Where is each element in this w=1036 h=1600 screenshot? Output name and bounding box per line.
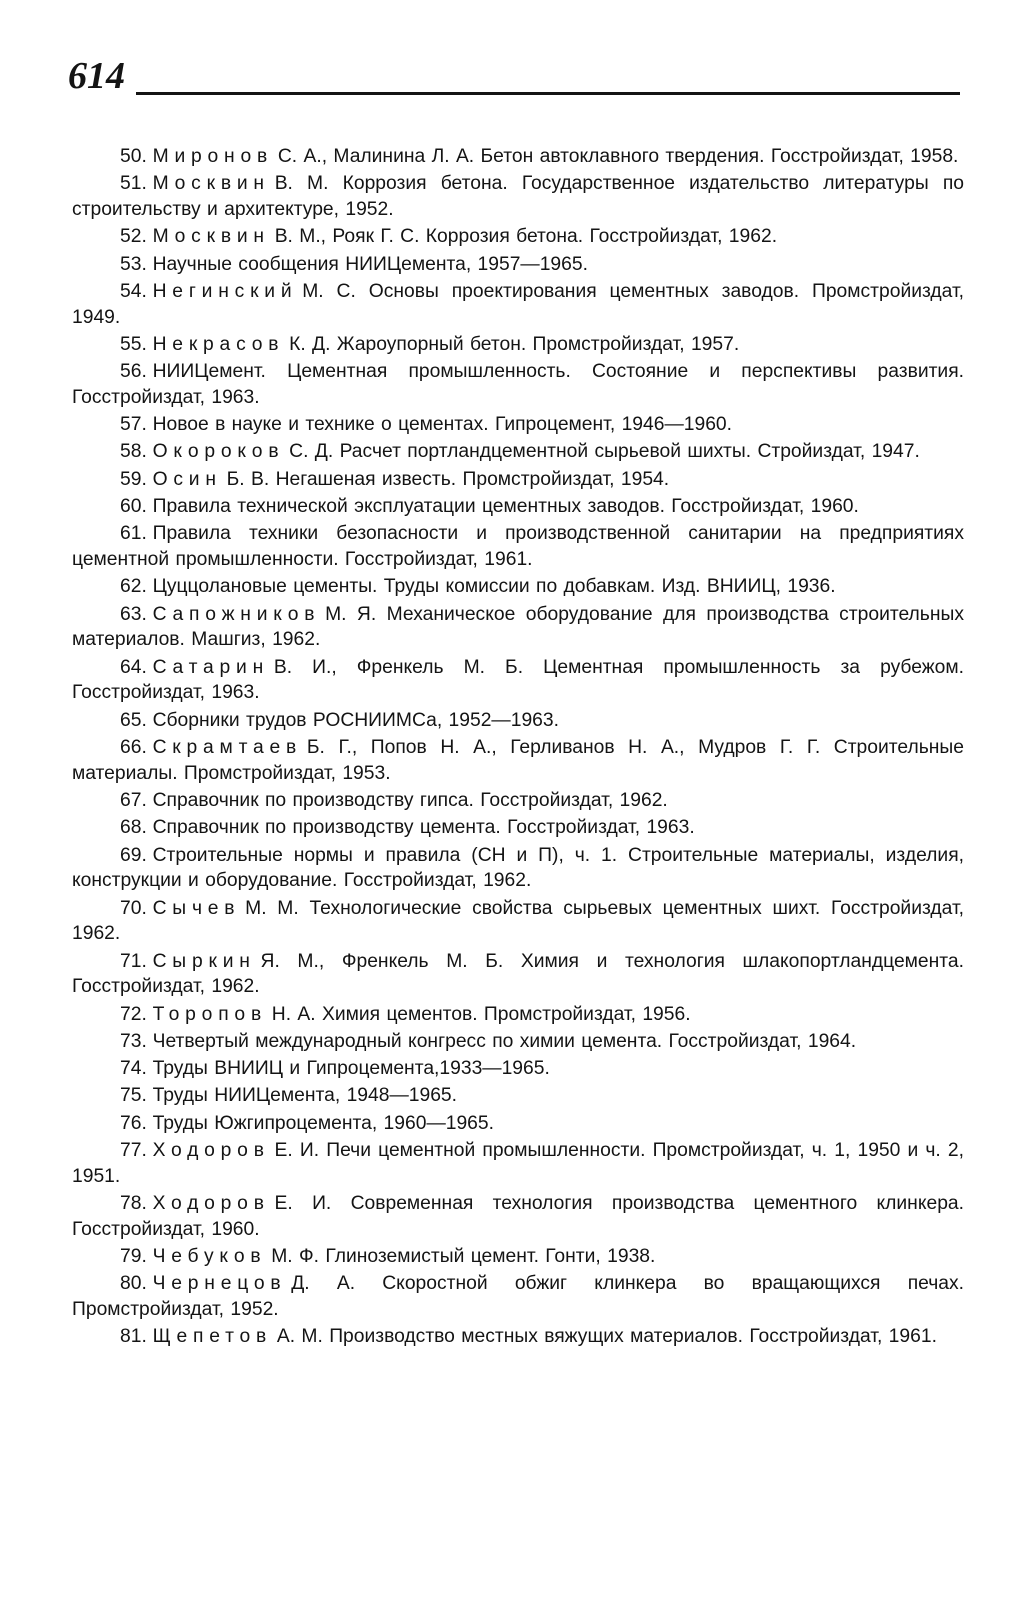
reference-text: Е. И. Печи цементной промышленности. Промстройиздат, ч. 1, 1950 и ч. 2, 1951. <box>72 1140 964 1187</box>
reference-author: Торопов <box>152 1003 267 1025</box>
reference-number: 74. <box>120 1058 147 1080</box>
reference-text: В. М., Рояк Г. С. Коррозия бетона. Госстройиздат, 1962. <box>274 226 778 248</box>
reference-number: 80. <box>120 1273 147 1295</box>
reference-item <box>72 574 964 600</box>
reference-item <box>72 332 964 358</box>
reference-number: 58. <box>120 441 147 463</box>
reference-item <box>72 1002 964 1028</box>
reference-author: Москвин <box>152 173 270 195</box>
reference-author: Сычев <box>152 897 241 919</box>
reference-item <box>72 224 964 250</box>
reference-text: НИИЦемент. Цементная промышленность. Состояние и перспективы развития. Госстройиздат, 1963. <box>72 361 964 408</box>
reference-author: Сатарин <box>152 656 270 678</box>
reference-text: Научные сообщения НИИЦемента, 1957—1965. <box>152 253 588 275</box>
reference-text: В. И., Френкель М. Б. Цементная промышленность за рубежом. Госстройиздат, 1963. <box>72 656 964 704</box>
reference-text: Четвертый международный конгресс по химии цемента. Госстройиздат, 1964. <box>152 1030 857 1052</box>
reference-text: Цуццолановые цементы. Труды комиссии по добавкам. Изд. ВНИИЦ, 1936. <box>152 576 836 598</box>
reference-text: Труды ВНИИЦ и Гипроцемента,1933—1965. <box>152 1058 550 1080</box>
reference-item <box>72 735 964 786</box>
reference-author: Миронов <box>152 146 274 167</box>
reference-text: Е. И. Современная технология производства цементного клинкера. Госстройиздат, 1960. <box>72 1193 964 1240</box>
reference-number: 57. <box>120 414 147 436</box>
reference-item <box>72 467 964 493</box>
reference-text: Д. А. Скоростной обжиг клинкера во вращающихся печах. Промстройиздат, 1952. <box>72 1273 964 1321</box>
reference-item <box>72 1083 964 1109</box>
reference-list <box>72 144 964 1352</box>
reference-text: С. А., Малинина Л. А. Бетон автоклавного твердения. Госстройиздат, 1958. <box>277 146 959 167</box>
reference-text: М. Я. Механическое оборудование для производства строительных материалов. Машгиз, 1962. <box>72 603 964 651</box>
reference-number: 66. <box>120 736 147 758</box>
reference-text: Сборники трудов РОСНИИМСа, 1952—1963. <box>152 709 559 731</box>
reference-number: 54. <box>120 280 147 302</box>
reference-number: 70. <box>120 897 147 919</box>
reference-item <box>72 896 964 947</box>
reference-text: Правила технической эксплуатации цементных заводов. Госстройиздат, 1960. <box>152 496 859 518</box>
reference-text: К. Д. Жароупорный бетон. Промстройиздат, 1957. <box>289 333 740 355</box>
reference-text: М. С. Основы проектирования цементных заводов. Промстройиздат, 1949. <box>72 280 964 328</box>
reference-author: Скрамтаев <box>152 736 303 758</box>
reference-item <box>72 494 964 520</box>
reference-text: Н. А. Химия цементов. Промстройиздат, 1956. <box>271 1003 691 1025</box>
reference-item <box>72 708 964 734</box>
reference-author: Ходоров <box>152 1140 270 1162</box>
reference-number: 81. <box>120 1326 147 1348</box>
reference-number: 52. <box>120 226 147 248</box>
reference-author: Москвин <box>152 226 270 248</box>
reference-item <box>72 359 964 410</box>
reference-item <box>72 1244 964 1270</box>
reference-item <box>72 279 964 330</box>
reference-number: 61. <box>120 523 147 545</box>
reference-number: 64. <box>120 656 147 678</box>
reference-item <box>72 1138 964 1189</box>
reference-item <box>72 1271 964 1322</box>
reference-item <box>72 171 964 222</box>
reference-author: Ходоров <box>152 1193 270 1215</box>
reference-author: Осин <box>152 468 222 490</box>
reference-number: 65. <box>120 709 147 731</box>
reference-number: 50. <box>120 146 147 167</box>
reference-author: Негинский <box>152 280 298 302</box>
page-header <box>68 54 960 102</box>
reference-number: 67. <box>120 789 147 811</box>
reference-text: Б. Г., Попов Н. А., Герливанов Н. А., Мудров Г. Г. Строительные материалы. Промстройиздат, 1953. <box>72 736 964 784</box>
reference-number: 63. <box>120 603 147 625</box>
reference-item <box>72 144 964 170</box>
reference-number: 75. <box>120 1085 147 1107</box>
reference-item <box>72 788 964 814</box>
reference-text: Труды Южгипроцемента, 1960—1965. <box>152 1112 494 1134</box>
reference-text: Строительные нормы и правила (СН и П), ч. 1. Строительные материалы, изделия, конструкции и оборудование. Госстройиздат, 1962. <box>72 844 964 892</box>
reference-text: Справочник по производству гипса. Госстройиздат, 1962. <box>152 789 668 811</box>
reference-number: 71. <box>120 950 147 972</box>
reference-text: Труды НИИЦемента, 1948—1965. <box>152 1085 457 1107</box>
reference-author: Сапожников <box>152 603 321 625</box>
header-rule <box>136 92 960 95</box>
reference-item <box>72 815 964 841</box>
reference-item <box>72 521 964 572</box>
reference-author: Чебуков <box>152 1246 267 1268</box>
reference-item <box>72 252 964 278</box>
reference-text: Б. В. Негашеная известь. Промстройиздат, 1954. <box>226 468 670 490</box>
reference-item <box>72 843 964 894</box>
reference-number: 51. <box>120 173 147 195</box>
reference-number: 72. <box>120 1003 147 1025</box>
reference-text: Справочник по производству цемента. Госстройиздат, 1963. <box>152 817 695 839</box>
reference-text: Я. М., Френкель М. Б. Химия и технология шлакопортландцемента. Госстройиздат, 1962. <box>72 950 964 998</box>
reference-number: 53. <box>120 253 147 275</box>
reference-text: А. М. Производство местных вяжущих материалов. Госстройиздат, 1961. <box>276 1326 937 1348</box>
reference-number: 56. <box>120 361 147 383</box>
reference-number: 69. <box>120 844 147 866</box>
reference-item <box>72 412 964 438</box>
reference-item <box>72 1029 964 1055</box>
reference-item <box>72 655 964 706</box>
reference-text: В. М. Коррозия бетона. Государственное издательство литературы по строительству и архитектуре, 1952. <box>72 173 964 220</box>
reference-text: М. М. Технологические свойства сырьевых цементных шихт. Госстройиздат, 1962. <box>72 897 964 945</box>
reference-author: Окороков <box>152 441 285 463</box>
reference-item <box>72 949 964 1000</box>
reference-number: 79. <box>120 1246 147 1268</box>
reference-text: М. Ф. Глиноземистый цемент. Гонти, 1938. <box>271 1246 656 1268</box>
reference-item <box>72 439 964 465</box>
page-number: 614 <box>68 55 125 97</box>
reference-text: Правила техники безопасности и производственной санитарии на предприятиях цементной промышленности. Госстройиздат, 1961. <box>72 523 964 571</box>
reference-number: 77. <box>120 1140 147 1162</box>
reference-author: Некрасов <box>152 333 285 355</box>
reference-number: 60. <box>120 496 147 518</box>
reference-number: 55. <box>120 333 147 355</box>
reference-number: 68. <box>120 817 147 839</box>
reference-author: Чернецов <box>152 1273 287 1295</box>
reference-item <box>72 602 964 653</box>
reference-item <box>72 1056 964 1082</box>
reference-number: 62. <box>120 576 147 598</box>
reference-item <box>72 1111 964 1137</box>
reference-number: 78. <box>120 1193 147 1215</box>
reference-author: Щепетов <box>152 1326 273 1348</box>
reference-number: 76. <box>120 1112 147 1134</box>
reference-item <box>72 1324 964 1350</box>
reference-author: Сыркин <box>152 950 256 972</box>
reference-item <box>72 1191 964 1242</box>
reference-number: 73. <box>120 1030 147 1052</box>
reference-text: Новое в науке и технике о цементах. Гипроцемент, 1946—1960. <box>152 414 733 436</box>
reference-number: 59. <box>120 468 147 490</box>
reference-text: С. Д. Расчет портландцементной сырьевой шихты. Стройиздат, 1947. <box>289 441 920 463</box>
